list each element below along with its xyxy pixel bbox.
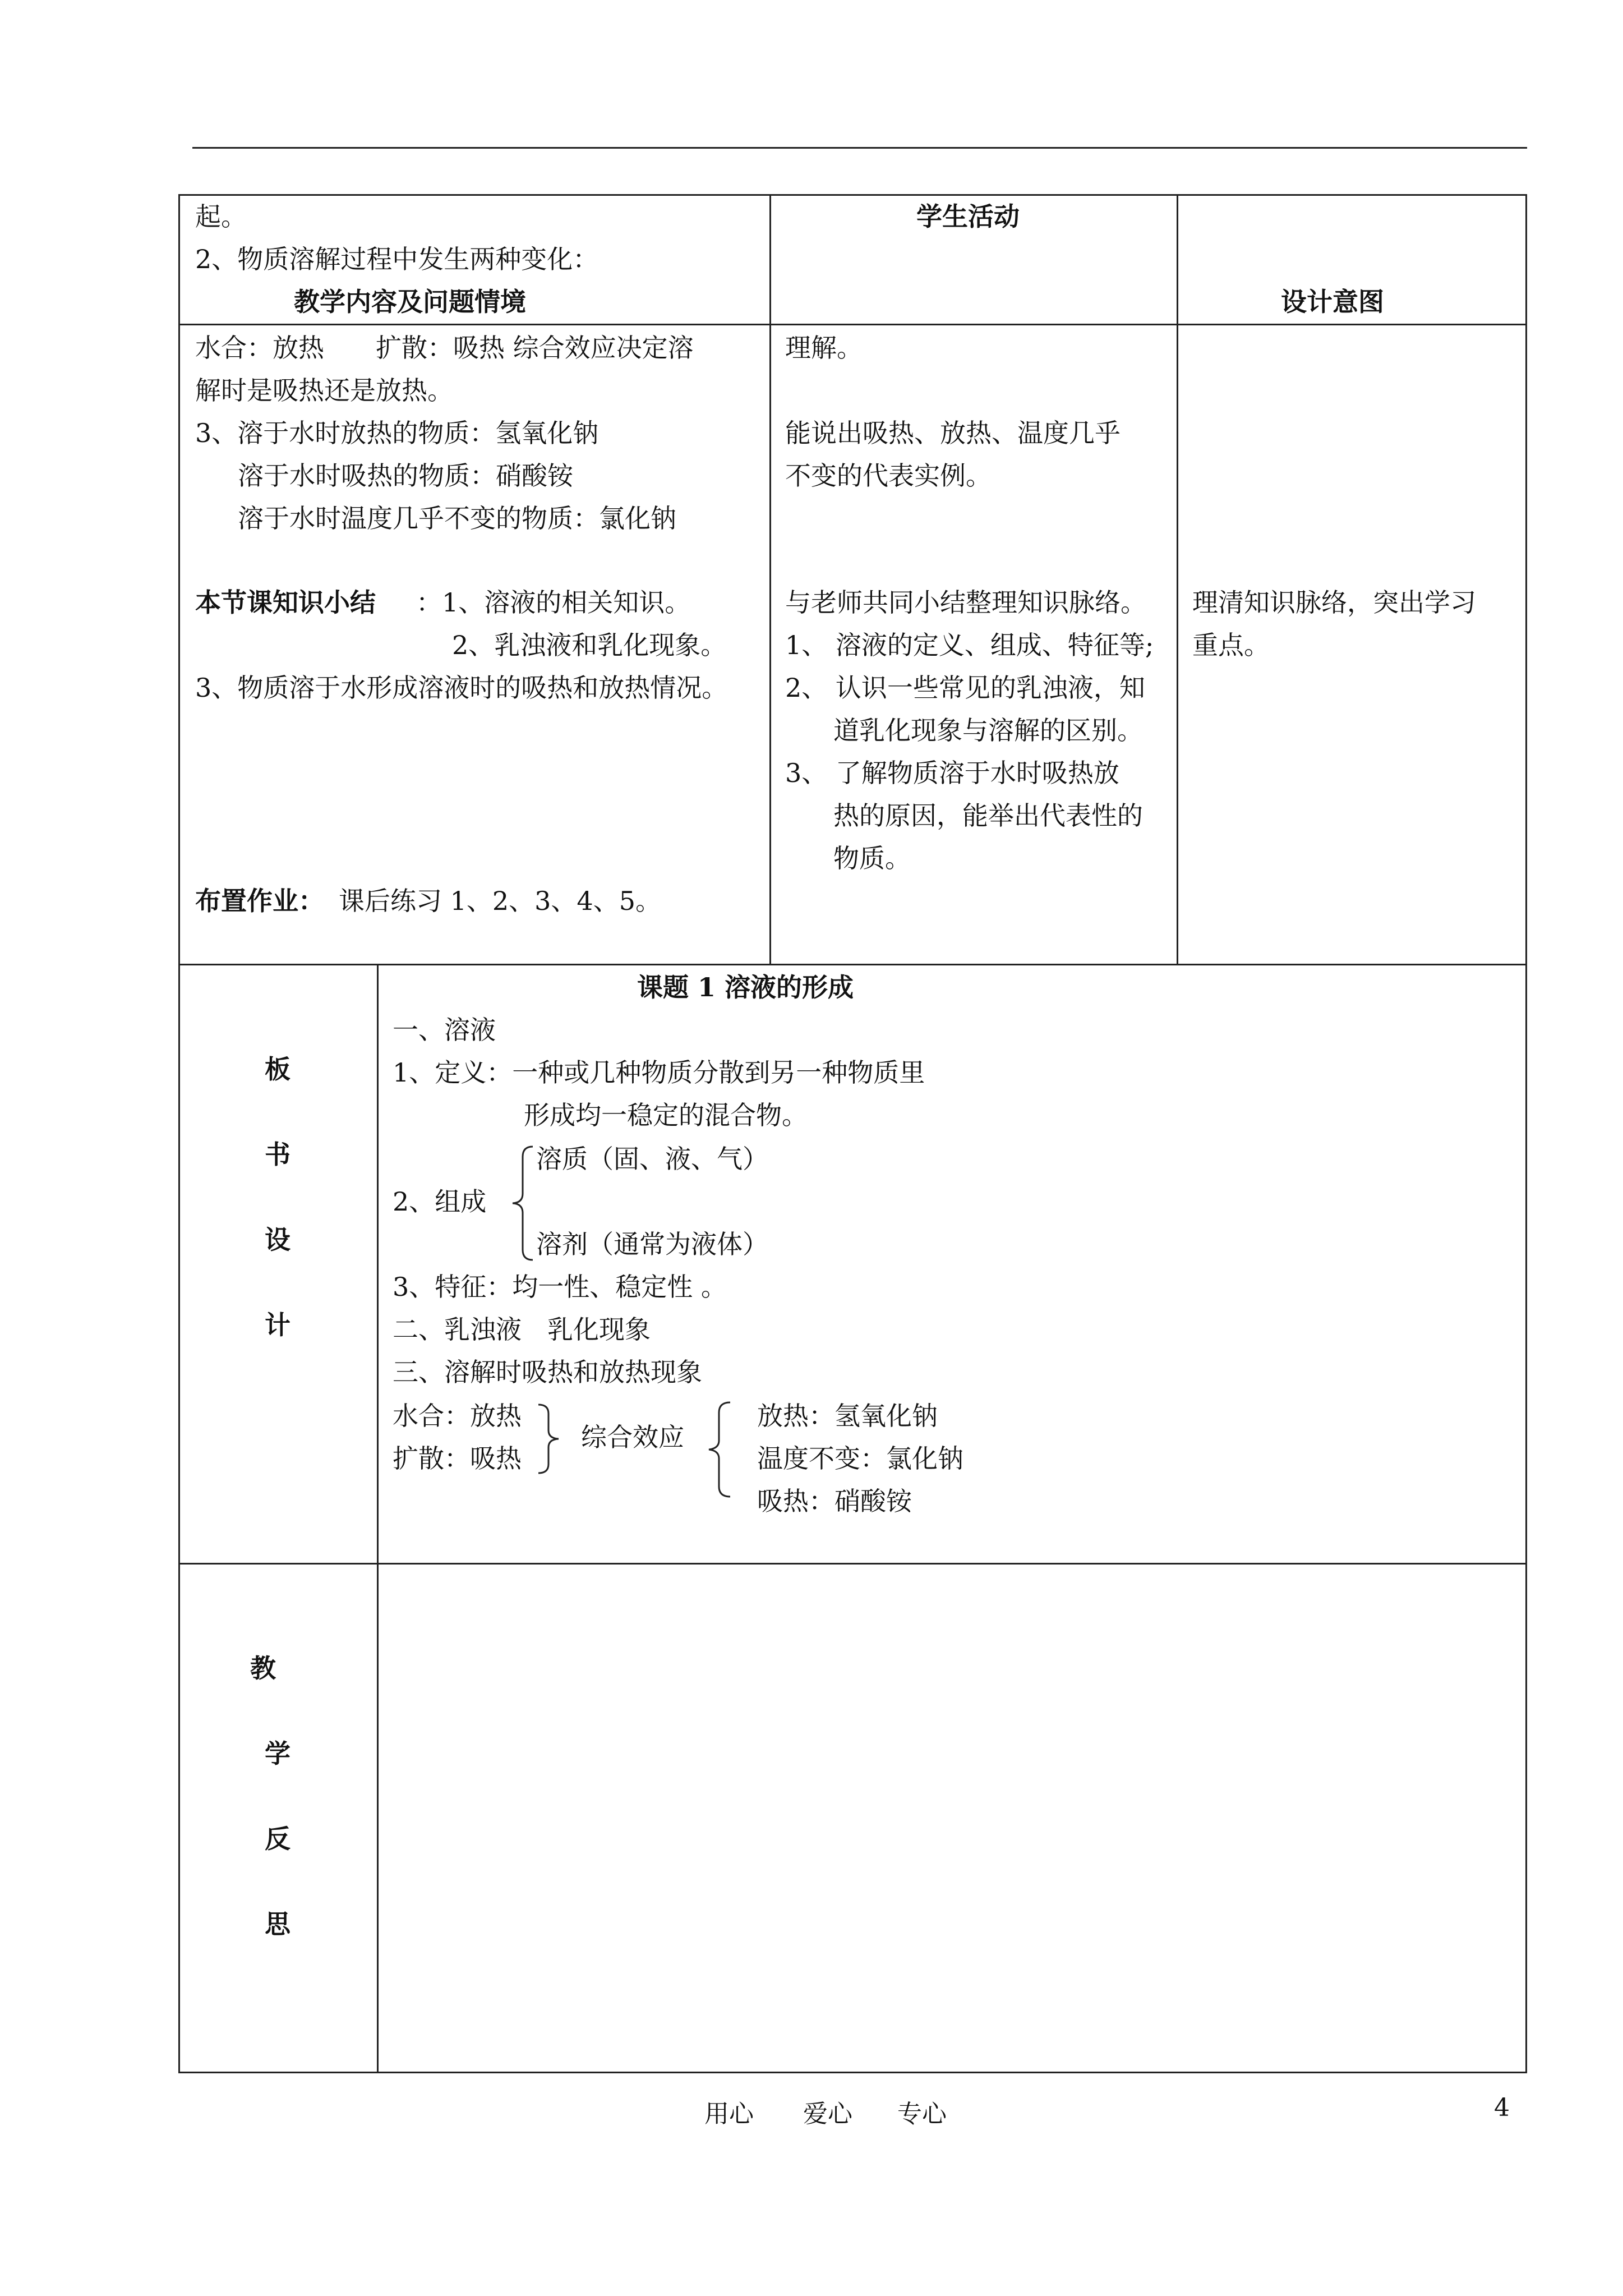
divider-col1-col2: [769, 194, 771, 965]
page-number: 4: [1494, 2093, 1510, 2122]
board-line: 二、乳浊液 乳化现象: [393, 1314, 651, 1345]
activity-line: 3、 了解物质溶于水时吸热放: [785, 758, 1119, 788]
activity-line: 与老师共同小结整理知识脉络。: [785, 587, 1146, 618]
board-label-char: 计: [265, 1310, 291, 1340]
hydration-diffusion-brace: [536, 1402, 564, 1475]
activity-line: 物质。: [833, 843, 911, 873]
header-col1-line2: 2、物质溶解过程中发生两种变化：: [195, 244, 599, 274]
homework-label: 布置作业：: [195, 886, 324, 916]
activity-line: 能说出吸热、放热、温度几乎: [785, 418, 1121, 448]
content-line: 3、溶于水时放热的物质：氢氧化钠: [195, 418, 599, 448]
board-title: 课题 1 溶液的形成: [637, 972, 854, 1002]
board-line: 放热：氢氧化钠: [757, 1401, 938, 1431]
reflection-section-divider: [178, 1563, 1527, 1565]
board-label-char: 板: [265, 1054, 291, 1084]
footer-word: 用心: [704, 2100, 754, 2128]
reflection-label-char: 反: [265, 1824, 291, 1854]
intent-line: 重点。: [1192, 630, 1270, 660]
board-line: 3、特征：均一性、稳定性 。: [393, 1272, 727, 1302]
summary-item: ：1、溶液的相关知识。: [416, 587, 691, 618]
header-design-intent: 设计意图: [1281, 287, 1384, 317]
summary-label: 本节课知识小结: [195, 587, 376, 618]
board-line: 扩散：吸热: [393, 1443, 522, 1474]
intent-line: 理清知识脉络，突出学习: [1192, 587, 1476, 618]
content-line: 水合：放热 扩散：吸热 综合效应决定溶: [195, 333, 694, 363]
combined-effect-brace: [706, 1400, 734, 1499]
board-line: 形成均一稳定的混合物。: [524, 1100, 808, 1130]
reflection-label-char: 教: [250, 1653, 276, 1683]
header-row-divider: [178, 324, 1527, 325]
board-section-divider: [178, 964, 1527, 965]
activity-line: 1、 溶液的定义、组成、特征等;: [785, 630, 1154, 660]
board-line: 溶剂（通常为液体）: [536, 1229, 768, 1259]
activity-line: 理解。: [785, 333, 863, 363]
board-line: 吸热：硝酸铵: [757, 1486, 912, 1516]
divider-col2-col3: [1177, 194, 1178, 965]
activity-line: 道乳化现象与溶解的区别。: [833, 715, 1143, 746]
content-line: 溶于水时吸热的物质：硝酸铵: [238, 461, 573, 491]
header-rule: [192, 147, 1527, 149]
board-label-char: 设: [265, 1225, 291, 1255]
board-line: 1、定义：一种或几种物质分散到另一种物质里: [393, 1057, 925, 1088]
content-line: 解时是吸热还是放热。: [195, 375, 453, 406]
summary-item: 2、乳浊液和乳化现象。: [452, 630, 727, 660]
activity-line: 不变的代表实例。: [785, 461, 992, 491]
board-line: 水合：放热: [393, 1401, 522, 1431]
activity-line: 热的原因，能举出代表性的: [833, 800, 1143, 831]
board-line: 一、溶液: [393, 1015, 496, 1045]
board-label-char: 书: [265, 1139, 291, 1170]
footer-word: 爱心: [803, 2100, 852, 2128]
reflection-label-char: 学: [265, 1738, 291, 1769]
board-line: 温度不变：氯化钠: [757, 1443, 963, 1474]
label-column-divider: [377, 964, 379, 2073]
header-student-activity: 学生活动: [916, 201, 1020, 232]
board-line: 综合效应: [581, 1422, 684, 1452]
content-line: 溶于水时温度几乎不变的物质：氯化钠: [238, 503, 676, 533]
header-teaching-content: 教学内容及问题情境: [294, 287, 526, 317]
board-line: 溶质（固、液、气）: [536, 1144, 768, 1174]
board-line: 2、组成: [393, 1186, 487, 1217]
header-col1-line1: 起。: [195, 201, 247, 232]
footer-word: 专心: [897, 2100, 947, 2128]
composition-brace: [508, 1144, 536, 1262]
summary-item: 3、物质溶于水形成溶液时的吸热和放热情况。: [195, 673, 728, 703]
reflection-label-char: 思: [265, 1909, 291, 1939]
homework-text: 课后练习 1、2、3、4、5。: [339, 886, 661, 916]
board-line: 三、溶解时吸热和放热现象: [393, 1357, 702, 1387]
activity-line: 2、 认识一些常见的乳浊液，知: [785, 673, 1145, 703]
